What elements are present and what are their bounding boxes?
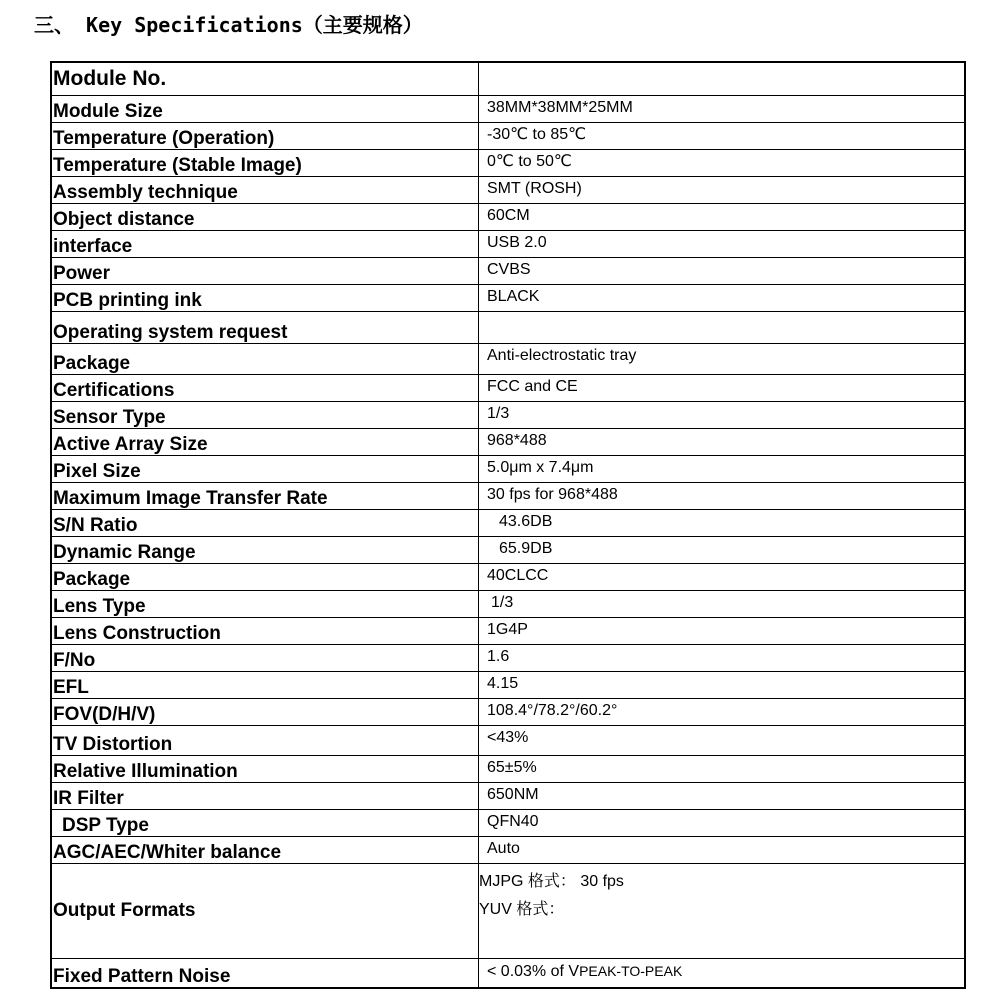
spec-value: BLACK [479,284,966,311]
spec-label: Active Array Size [51,428,479,455]
spec-label: Lens Construction [51,617,479,644]
spec-label: Temperature (Operation) [51,122,479,149]
spec-value: 4.15 [479,671,966,698]
spec-value: 1.6 [479,644,966,671]
spec-label: FOV(D/H/V) [51,698,479,725]
table-row [51,755,965,782]
spec-label: S/N Ratio [51,509,479,536]
spec-label: interface [51,230,479,257]
spec-label: Package [51,563,479,590]
table-row [51,95,965,122]
table-row [51,644,965,671]
table-row [51,455,965,482]
spec-value [479,311,966,343]
table-row [51,311,965,343]
spec-value: SMT (ROSH) [479,176,966,203]
table-row [51,782,965,809]
spec-value: 1/3 [479,590,966,617]
table-row [51,536,965,563]
table-row-output-formats [51,863,965,958]
spec-value: 60CM [479,203,966,230]
spec-value: 38MM*38MM*25MM [479,95,966,122]
table-row [51,257,965,284]
key-specifications-table [50,61,966,989]
spec-value: 43.6DB [479,509,966,536]
spec-label: Fixed Pattern Noise [51,958,479,988]
spec-value: 5.0μm x 7.4μm [479,455,966,482]
spec-label: Temperature (Stable Image) [51,149,479,176]
table-row [51,698,965,725]
spec-table-body [51,62,965,988]
spec-value: 968*488 [479,428,966,455]
spec-value: USB 2.0 [479,230,966,257]
section-heading: 三、 Key Specifications（主要规格） [34,13,423,37]
table-row [51,62,965,95]
spec-value: <43% [479,725,966,755]
spec-label: F/No [51,644,479,671]
spec-label: Object distance [51,203,479,230]
table-row [51,374,965,401]
table-row [51,725,965,755]
table-row [51,122,965,149]
table-row [51,176,965,203]
spec-value: -30℃ to 85℃ [479,122,966,149]
spec-value-fixed-pattern-noise [479,958,966,988]
table-row [51,230,965,257]
spec-value [479,62,966,95]
spec-value: 650NM [479,782,966,809]
spec-value: FCC and CE [479,374,966,401]
table-row [51,563,965,590]
spec-value: QFN40 [479,809,966,836]
output-format-line: YUV 格式： [479,900,565,918]
table-row [51,401,965,428]
table-row [51,284,965,311]
table-row [51,428,965,455]
spec-label: Maximum Image Transfer Rate [51,482,479,509]
table-row [51,482,965,509]
table-row [51,343,965,374]
spec-label: AGC/AEC/Whiter balance [51,836,479,863]
spec-label: Dynamic Range [51,536,479,563]
table-row [51,590,965,617]
spec-value: 40CLCC [479,563,966,590]
spec-label: TV Distortion [51,725,479,755]
table-row [51,836,965,863]
spec-value: 108.4°/78.2°/60.2° [479,698,966,725]
spec-label: Pixel Size [51,455,479,482]
spec-label: IR Filter [51,782,479,809]
table-row-fixed-pattern-noise [51,958,965,988]
output-format-line: MJPG 格式： 30 fps [479,872,624,890]
spec-value: CVBS [479,257,966,284]
spec-label: Lens Type [51,590,479,617]
spec-value: 1G4P [479,617,966,644]
spec-value: Auto [479,836,966,863]
spec-label: Module Size [51,95,479,122]
noise-value-subscript: PEAK-TO-PEAK [579,962,683,979]
spec-label: PCB printing ink [51,284,479,311]
table-row [51,671,965,698]
spec-value-output-formats [479,863,966,958]
spec-label: Operating system request [51,311,479,343]
spec-label: DSP Type [51,809,479,836]
spec-label: Sensor Type [51,401,479,428]
spec-label: Certifications [51,374,479,401]
spec-value: 1/3 [479,401,966,428]
spec-value: 65.9DB [479,536,966,563]
spec-value: 0℃ to 50℃ [479,149,966,176]
spec-value: 65±5% [479,755,966,782]
spec-label: Assembly technique [51,176,479,203]
spec-value: 30 fps for 968*488 [479,482,966,509]
spec-label: Output Formats [51,863,479,958]
table-row [51,809,965,836]
table-row [51,509,965,536]
spec-label: Module No. [51,62,479,95]
spec-label: Power [51,257,479,284]
spec-label: Relative Illumination [51,755,479,782]
table-row [51,203,965,230]
noise-value-prefix: < 0.03% of V [487,962,580,980]
spec-label: Package [51,343,479,374]
table-row [51,617,965,644]
spec-label: EFL [51,671,479,698]
table-row [51,149,965,176]
spec-value: Anti-electrostatic tray [479,343,966,374]
